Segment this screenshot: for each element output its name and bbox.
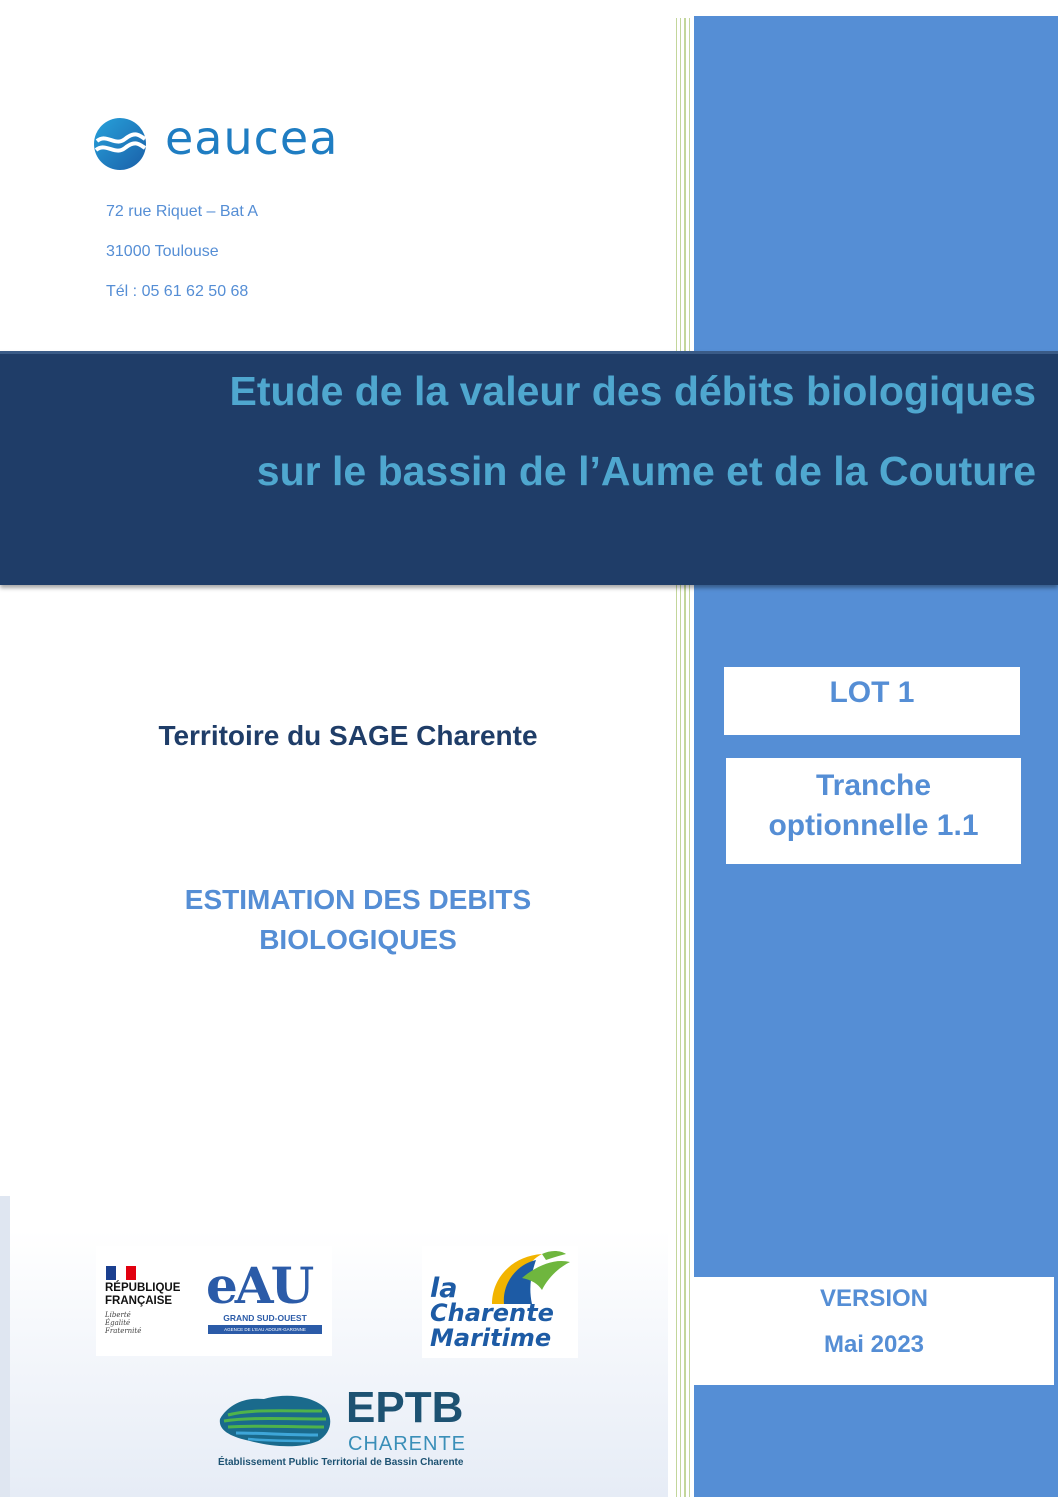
subject-line1: ESTIMATION DES DEBITS bbox=[184, 884, 532, 915]
tranche-box bbox=[726, 758, 1021, 864]
address-line: 72 rue Riquet – Bat A bbox=[106, 203, 259, 220]
rf-line2: FRANÇAISE bbox=[105, 1295, 173, 1307]
document-title-line2: sur le bassin de l’Aume et de la Couture bbox=[256, 448, 1036, 494]
cm-line2: Charente bbox=[430, 1299, 554, 1327]
eptb-charente-logo bbox=[214, 1385, 498, 1475]
divider-line bbox=[676, 18, 677, 1497]
divider-line bbox=[689, 18, 690, 1497]
eau-logo-text: eAU bbox=[206, 1256, 312, 1315]
version-label: VERSION bbox=[819, 1285, 929, 1312]
rf-eau-logo bbox=[96, 1246, 332, 1356]
rf-motto3: Fraternité bbox=[105, 1327, 142, 1335]
cm-line3: Maritime bbox=[430, 1324, 552, 1352]
charente-maritime-logo bbox=[422, 1246, 578, 1358]
title-banner bbox=[0, 351, 1058, 585]
cm-line1: la bbox=[430, 1273, 458, 1304]
subject-heading bbox=[0, 880, 716, 960]
rf-motto2: Égalité bbox=[105, 1319, 131, 1327]
eptb-subtitle: CHARENTE bbox=[348, 1433, 467, 1455]
phone-number: Tél : 05 61 62 50 68 bbox=[106, 283, 249, 300]
eptb-fullname: Établissement Public Territorial de Bassin Charente bbox=[218, 1457, 464, 1468]
company-name: eaucea bbox=[165, 111, 339, 165]
lot-box: LOT 1 bbox=[724, 667, 1020, 735]
tranche-line1: Tranche bbox=[815, 769, 932, 802]
rf-line1: RÉPUBLIQUE bbox=[105, 1282, 181, 1294]
wave-logo-icon bbox=[93, 117, 147, 171]
panel-edge bbox=[0, 1196, 10, 1497]
side-color-band bbox=[694, 16, 1058, 1497]
basin-map-icon bbox=[214, 1389, 338, 1451]
territory-label: Territoire du SAGE Charente bbox=[158, 720, 538, 751]
version-date: Mai 2023 bbox=[823, 1331, 925, 1358]
company-logo bbox=[93, 111, 373, 175]
eptb-name: EPTB bbox=[346, 1383, 464, 1432]
tranche-line2: optionnelle 1.1 bbox=[768, 809, 979, 842]
eau-agency-strip: AGENCE DE L'EAU ADOUR-GARONNE bbox=[208, 1325, 322, 1334]
french-flag-icon bbox=[106, 1266, 136, 1280]
subject-line2: BIOLOGIQUES bbox=[259, 924, 457, 955]
eau-subtitle: GRAND SUD-OUEST bbox=[223, 1313, 307, 1323]
rf-motto1: Liberté bbox=[105, 1311, 131, 1319]
address-city: 31000 Toulouse bbox=[106, 243, 219, 260]
divider-line bbox=[684, 18, 686, 1497]
divider-line bbox=[680, 18, 681, 1497]
version-box bbox=[694, 1277, 1054, 1385]
document-title-line1: Etude de la valeur des débits biologiques bbox=[229, 368, 1036, 414]
